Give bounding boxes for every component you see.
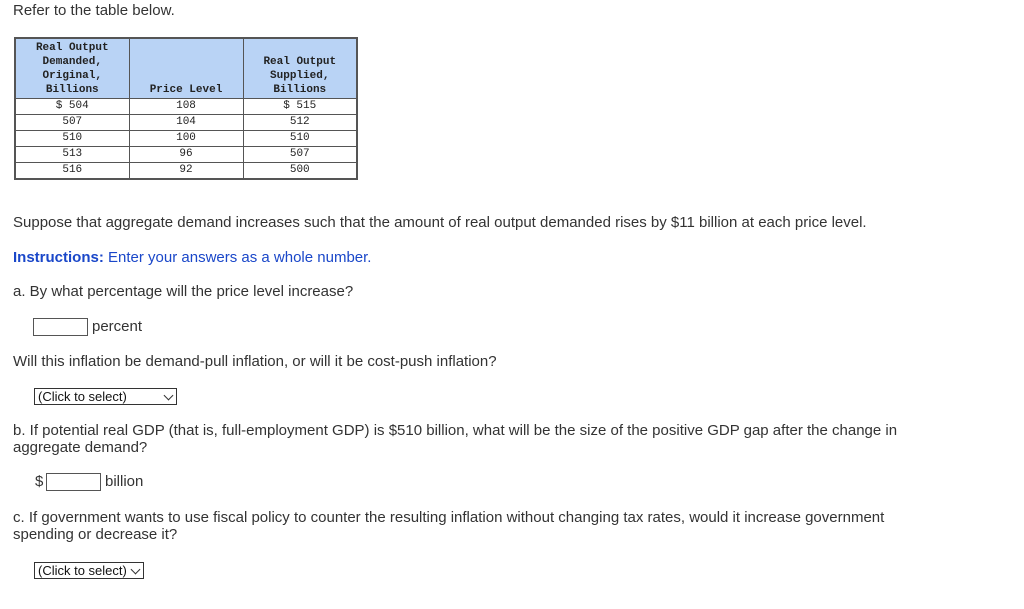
table-row [15,114,357,130]
table-row [15,98,357,114]
cell-price-level: 92 [129,162,243,179]
question-b-line1: b. If potential real GDP (that is, full-employment GDP) is $510 billion, what will be the size of the positive GDP gap after the change in [13,422,898,439]
header-line: Demanded, [42,55,102,68]
instructions [13,249,371,266]
question-b-line2: aggregate demand? [13,439,148,456]
cell-demanded: 513 [15,146,129,162]
question-c-line1: c. If government wants to use fiscal policy to counter the resulting inflation without changing tax rates, would it increase government [13,509,885,526]
cell-supplied: 500 [243,162,357,179]
cell-supplied: 507 [243,146,357,162]
table-row [15,130,357,146]
intro-text: Refer to the table below. [13,2,175,19]
cell-demanded: 516 [15,162,129,179]
billion-unit: billion [105,473,144,490]
cell-price-level: 108 [129,98,243,114]
header-line: Billions [45,83,99,96]
cell-supplied: 510 [243,130,357,146]
cell-demanded: 507 [15,114,129,130]
data-table [14,37,358,180]
cell-price-level: 104 [129,114,243,130]
question-b [13,422,1013,456]
header-real-output-demanded [15,38,129,98]
instructions-text: Enter your answers as a whole number. [103,249,372,266]
instructions-label: Instructions: [13,249,104,266]
header-price-level [129,38,243,98]
inflation-type-select-label: (Click to select) [38,389,127,404]
header-line: Original, [42,69,102,82]
spending-change-select[interactable] [34,562,144,579]
scenario-text: Suppose that aggregate demand increases such that the amount of real output demanded rises by $11 billion at each price level. [13,214,867,231]
inflation-type-select[interactable] [34,388,177,405]
header-line: Price Level [149,83,223,96]
dollar-sign: $ [35,473,44,490]
chevron-down-icon [164,391,174,401]
cell-demanded: 510 [15,130,129,146]
header-line: Billions [273,83,327,96]
percent-input[interactable] [33,318,88,336]
percent-unit: percent [92,318,143,335]
question-c-line2: spending or decrease it? [13,526,178,543]
table-row [15,162,357,179]
gdp-gap-input[interactable] [46,473,101,491]
question-inflation-type: Will this inflation be demand-pull inflation, or will it be cost-push inflation? [13,353,497,370]
chevron-down-icon [131,565,141,575]
header-line: Supplied, [270,69,330,82]
cell-supplied: 512 [243,114,357,130]
spending-change-select-label: (Click to select) [38,563,127,578]
table-row [15,146,357,162]
header-real-output-supplied [243,38,357,98]
cell-price-level: 96 [129,146,243,162]
header-line: Real Output [35,41,109,54]
question-a: a. By what percentage will the price level increase? [13,283,354,300]
cell-demanded: $ 504 [15,98,129,114]
cell-supplied: $ 515 [243,98,357,114]
header-line: Real Output [263,55,337,68]
question-c [13,509,1013,543]
cell-price-level: 100 [129,130,243,146]
